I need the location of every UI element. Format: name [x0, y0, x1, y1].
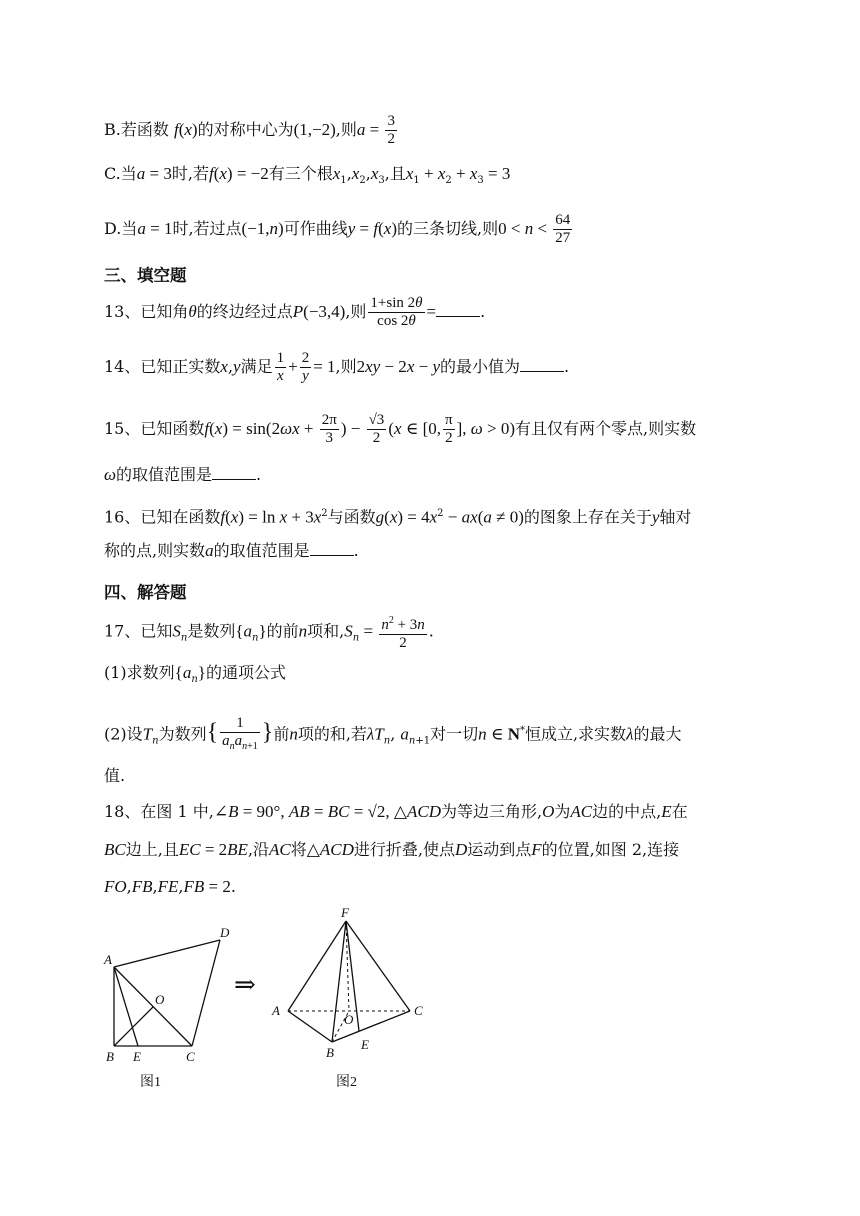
question-16: 16、已知在函数$f(x) = \ln x + 3x^2$与函数$g(x) = 4x^2 - ax(a \ne 0)$的图象上存在关于y轴对 — [104, 507, 692, 527]
question-13: 13、已知角θ的终边经过点P(−3,4),则 $\frac{1+\sin 2\theta}{\cos 2\theta}$ = . — [104, 295, 486, 329]
fig2-label-c: C — [414, 1003, 423, 1018]
question-14: 14、已知正实数x,y满足 $\frac{1}{x}$ + $\frac{2}{y}$ = 1,则2xy − 2x − y的最小值为 . — [104, 350, 570, 384]
fig1-label-a: A — [104, 952, 112, 967]
option-b: B.若函数 f(x)的对称中心为(1,−2),则a = $\frac{3}{2}$ — [104, 113, 395, 147]
answer-blank-14 — [520, 357, 564, 372]
question-18: 18、在图 1 中,∠B = 90°, AB = BC = √2, △ACD为等边三角形,O为AC边的中点,E在 — [104, 802, 688, 821]
question-15: 15、已知函数f(x) = sin(2ωx + $\frac{2\pi}{3}$ ) − $\frac{√3}{2}$ (x ∈ [0, $\frac{\pi}{2}$ ], ω > 0)有且仅有两个零点,则实数 — [104, 412, 697, 446]
fold-arrow-icon: ⇒ — [234, 970, 256, 999]
fig1-label-o: O — [155, 992, 165, 1007]
fig2-label-e: E — [361, 1037, 369, 1052]
option-c: C.当a = 3时,若f(x) = −2有三个根$x_1,x_2,x_3$,且$x_1 + x_2 + x_3 = 3$ — [104, 164, 511, 187]
fig2-label-f: F — [341, 905, 349, 920]
question-17: 17、已知$S_n$是数列$\{a_n\}$的前n项和$,S_n$ = $\frac{n^2 + 3n}{2}$ . — [104, 612, 434, 652]
question-18-line-3: FO,FB,FE,FB = 2. — [104, 877, 236, 896]
question-17-part-2: (2)设$T_n$为数列{ $\frac{1}{a_na_{n+1}}$ }前n项的和,若$\lambda T_n$, $a_{n+1}$对一切n ∈ N*恒成立,求实数λ的最大 — [104, 715, 682, 752]
answer-blank-16 — [310, 541, 354, 556]
section-heading-solve: 四、解答题 — [104, 583, 187, 602]
answer-blank-15 — [212, 465, 256, 480]
fig2-label-b: B — [326, 1045, 334, 1060]
figure-1-diagram — [100, 920, 240, 1068]
fig1-label-b: B — [106, 1049, 114, 1064]
fig1-label-c: C — [186, 1049, 195, 1064]
fig1-label-d: D — [220, 925, 230, 940]
question-17-cont: 值. — [104, 766, 126, 785]
figure-1-caption: 图1 — [140, 1075, 161, 1090]
option-d: D.当a = 1时,若过点(−1,n)可作曲线y = f(x)的三条切线,则0 < n < $\frac{64}{27}$ — [104, 212, 571, 246]
fig1-label-e: E — [133, 1049, 141, 1064]
fig2-label-o: O — [344, 1012, 354, 1027]
figure-2-diagram — [264, 905, 434, 1065]
question-15-cont: ω的取值范围是 . — [104, 465, 262, 484]
question-16-cont: 称的点,则实数a的取值范围是 . — [104, 541, 359, 560]
question-18-line-2: BC边上,且EC = 2BE,沿AC将△ACD进行折叠,使点D运动到点F的位置,如图 2,连接 — [104, 840, 680, 859]
answer-blank-13 — [436, 302, 480, 317]
question-17-part-1: (1)求数列$\{a_n\}$的通项公式 — [104, 663, 286, 686]
figure-2-caption: 图2 — [336, 1075, 357, 1090]
section-heading-fill: 三、填空题 — [104, 266, 187, 285]
fig2-label-a: A — [272, 1003, 280, 1018]
